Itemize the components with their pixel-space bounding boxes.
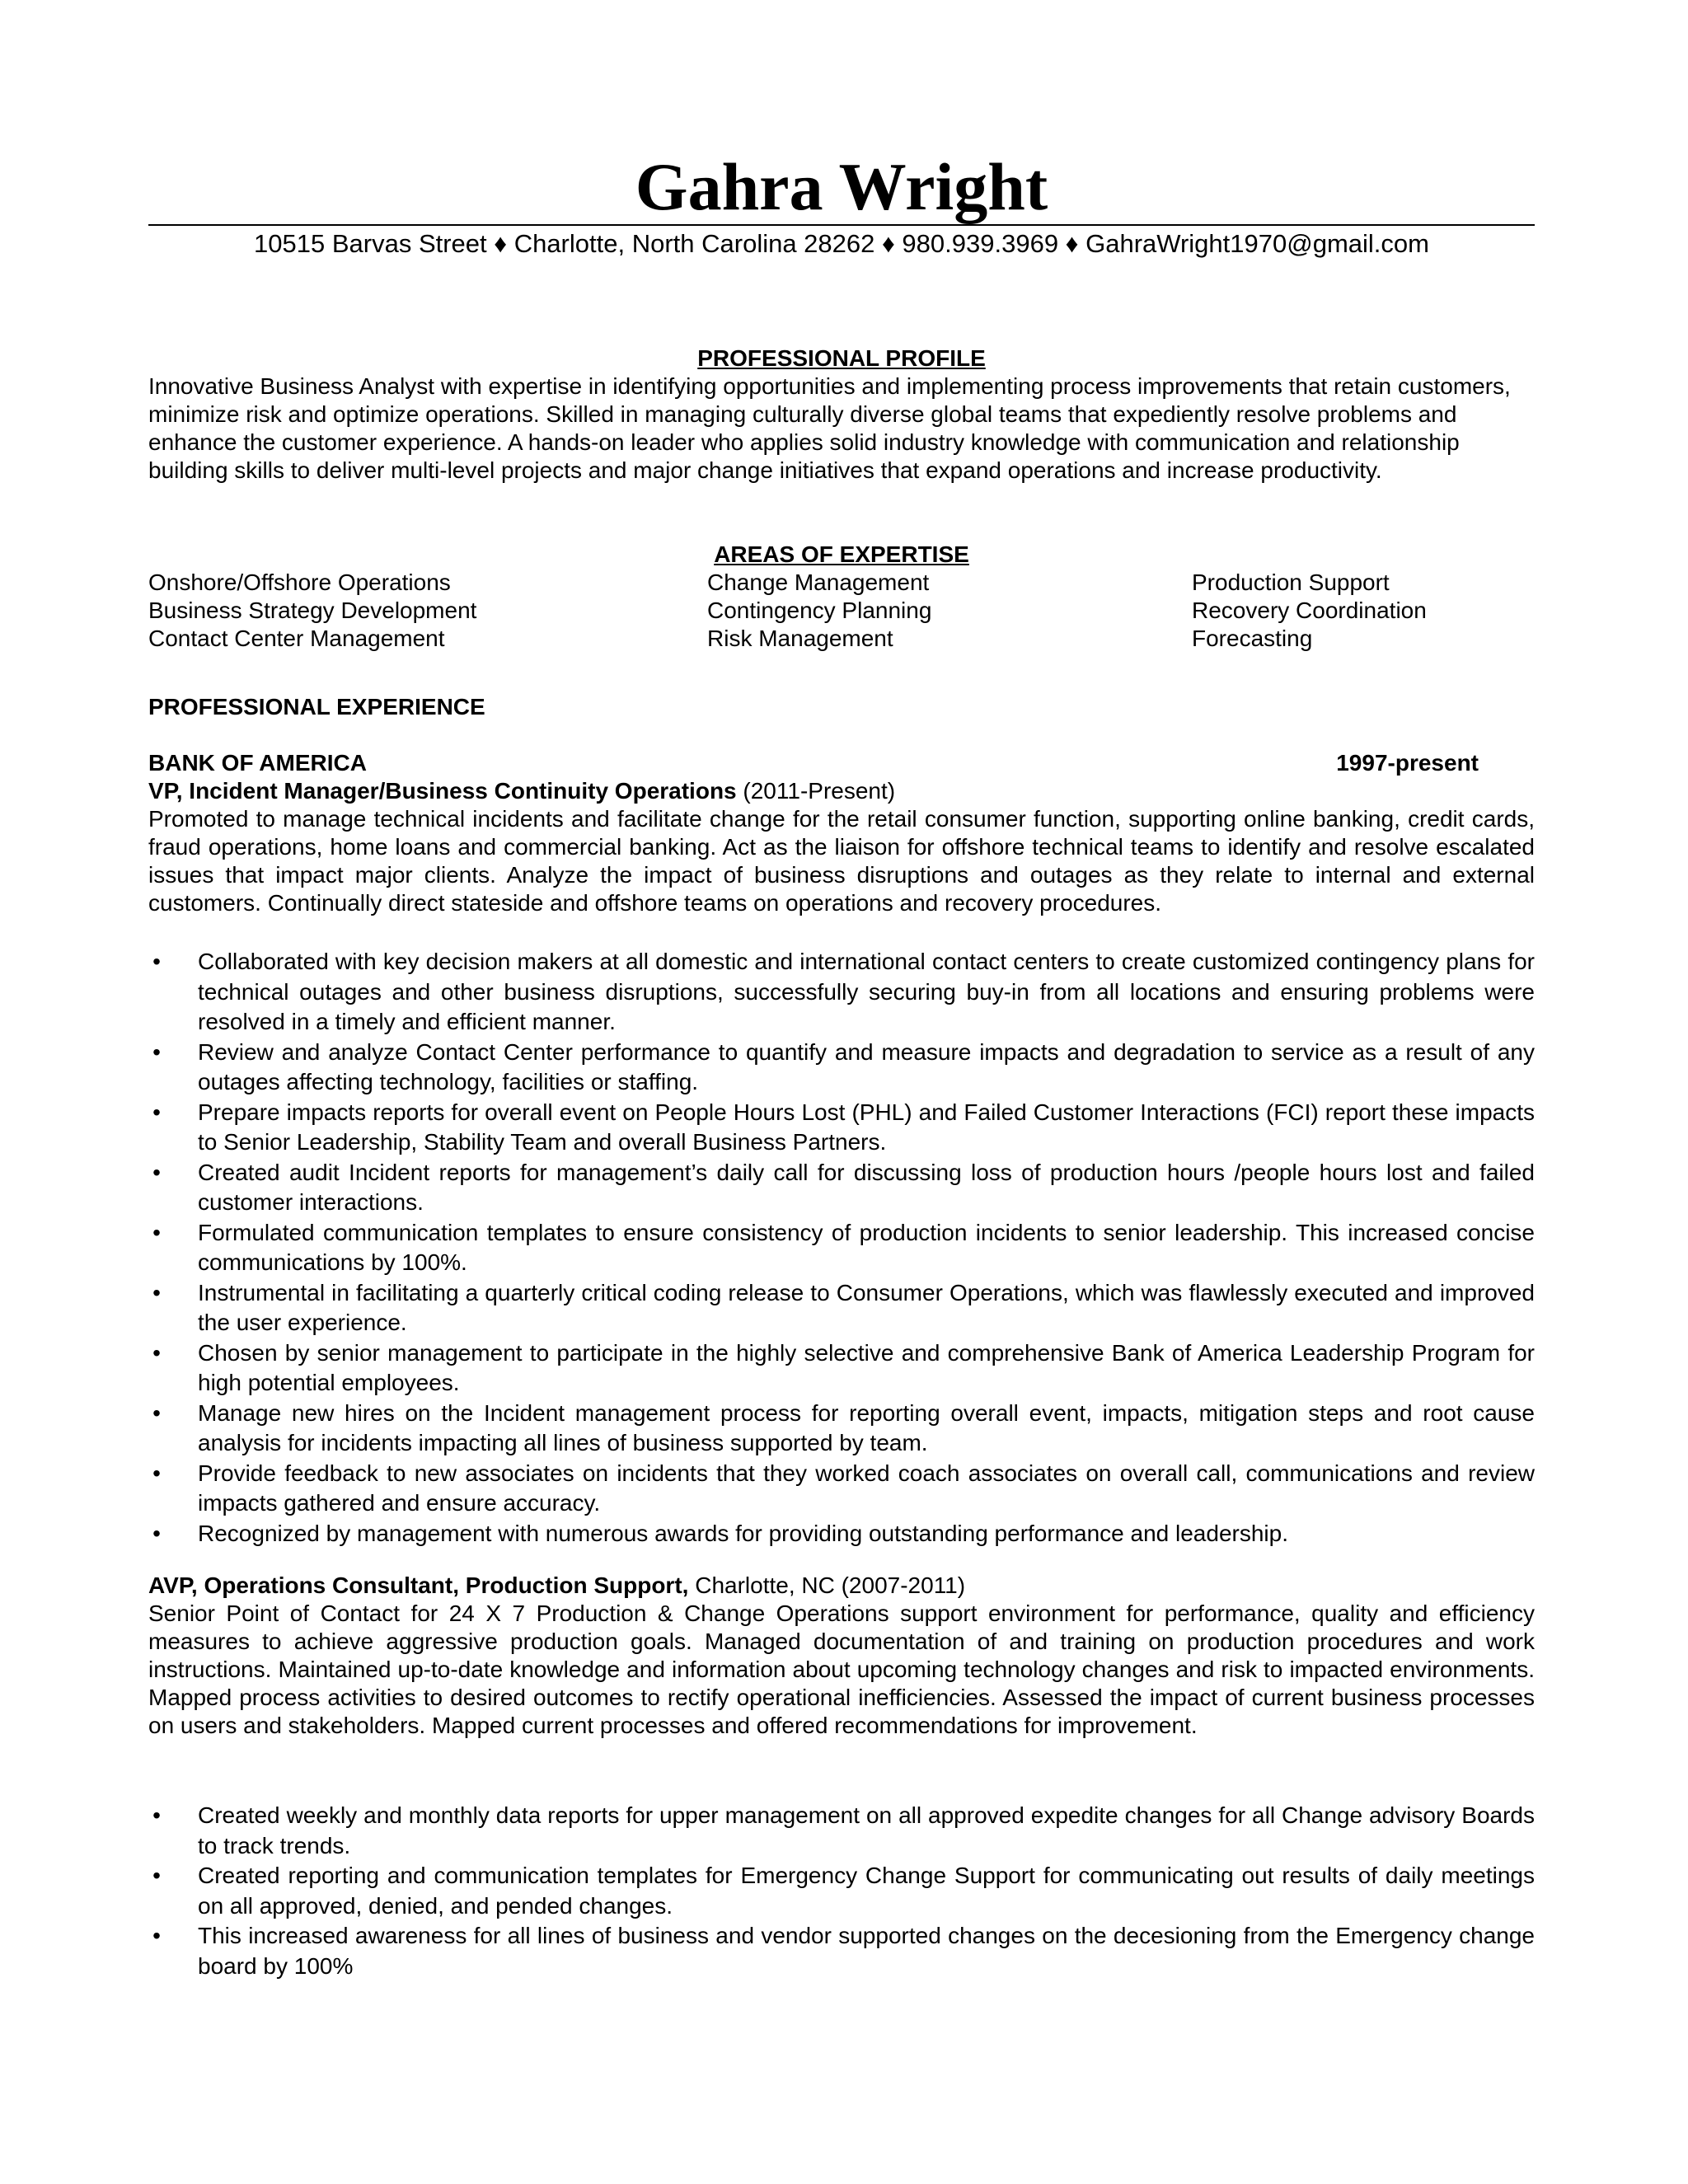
expertise-item: Production Support (1192, 569, 1390, 595)
bullet-text: Collaborated with key decision makers at all domestic and international contact centers to create customized contingency plans for technical outages and other business disruptions, successfully securing buy-in from all locations and ensuring problems were resolved in a timely and efficient manner. (198, 949, 1535, 1034)
candidate-name: Gahra Wright (635, 149, 1048, 224)
bullet-icon: • (152, 1038, 161, 1065)
list-item (148, 1801, 1535, 1861)
list-item (148, 1338, 1535, 1399)
bullet-text: Formulated communication templates to ensure consistency of production incidents to senior leadership. This increased concise communications by 100%. (198, 1219, 1535, 1275)
bullet-icon: • (152, 1279, 161, 1305)
bullet-icon: • (152, 1863, 161, 1888)
role-2-bullets (148, 1801, 1535, 1981)
bullet-icon: • (152, 1339, 161, 1366)
role-1-bullets (148, 947, 1535, 1549)
bullet-text: Created weekly and monthly data reports for upper management on all approved expedite changes for all Change advisory Boards to track trends. (198, 1802, 1535, 1858)
expertise-heading: AREAS OF EXPERTISE (714, 541, 969, 567)
expertise-item: Business Strategy Development (148, 598, 477, 623)
expertise-item: Recovery Coordination (1192, 598, 1427, 623)
bullet-text: Provide feedback to new associates on incidents that they worked coach associates on overall call, communications and review impacts gathered and ensure accuracy. (198, 1460, 1535, 1516)
bullet-icon: • (152, 1399, 161, 1426)
list-item (148, 1861, 1535, 1921)
bullet-icon: • (152, 1923, 161, 1948)
list-item (148, 947, 1535, 1038)
resume-page (148, 0, 1535, 2184)
profile-section (148, 344, 1535, 485)
bullet-icon: • (152, 949, 161, 974)
bullet-text: Review and analyze Contact Center performance to quantify and measure impacts and degradation to service as a result of any outages affecting technology, facilities or staffing. (198, 1038, 1535, 1094)
bullet-icon: • (152, 1159, 161, 1185)
bullet-text: Prepare impacts reports for overall event on People Hours Lost (PHL) and Failed Customer Interactions (FCI) report these impacts to Senior Leadership, Stability Team and overall Business Partners. (198, 1099, 1535, 1155)
expertise-column (1192, 569, 1535, 653)
bullet-text: This increased awareness for all lines of business and vendor supported changes on the decesioning from the Emergency change board by 100% (198, 1923, 1535, 1979)
list-item (148, 1038, 1535, 1098)
expertise-columns (148, 569, 1535, 653)
expertise-item: Contingency Planning (707, 598, 932, 623)
experience-heading: PROFESSIONAL EXPERIENCE (148, 694, 485, 719)
bullet-text: Manage new hires on the Incident management process for reporting overall event, impacts, mitigation steps and root cause analysis for incidents impacting all lines of business supported by team. (198, 1399, 1535, 1455)
role-detail: Charlotte, NC (2007-2011) (688, 1572, 966, 1598)
bullet-text: Created reporting and communication templates for Emergency Change Support for communicating out results of daily meetings on all approved, denied, and pended changes. (198, 1863, 1535, 1919)
role-section-2 (148, 1572, 1535, 1740)
company-row (148, 749, 1535, 777)
list-item (148, 1459, 1535, 1519)
expertise-column (148, 569, 707, 653)
role-title-line (148, 777, 1535, 805)
bullet-text: Recognized by management with numerous awards for providing outstanding performance and leadership. (198, 1520, 1288, 1546)
expertise-column (707, 569, 1192, 653)
role-summary: Promoted to manage technical incidents and facilitate change for the retail consumer function, supporting online banking, credit cards, fraud operations, home loans and commercial banking. Act as the liaison for offshore technical teams to identify and resolve escalated issues that impact major clients. Analyze the impact of business disruptions and outages as they relate to internal and external customers. Continually direct stateside and offshore teams on operations and recovery procedures. (148, 806, 1535, 916)
role-section-1 (148, 749, 1535, 917)
header-divider (148, 224, 1535, 226)
expertise-item: Change Management (707, 569, 930, 595)
profile-text: Innovative Business Analyst with expertise in identifying opportunities and implementing process improvements that retain customers, minimize risk and optimize operations. Skilled in managing culturally diverse global teams that expediently resolve problems and enhance the customer experience. A hands-on leader who applies solid industry knowledge with communication and relationship building skills to deliver multi-level projects and major change initiatives that expand operations and increase productivity. (148, 373, 1511, 483)
bullet-icon: • (152, 1520, 161, 1546)
list-item (148, 1519, 1535, 1549)
bullet-text: Chosen by senior management to participate in the highly selective and comprehensive Bank of America Leadership Program for high potential employees. (198, 1339, 1535, 1395)
expertise-item: Onshore/Offshore Operations (148, 569, 451, 595)
expertise-item: Contact Center Management (148, 626, 445, 651)
bullet-icon: • (152, 1099, 161, 1125)
list-item (148, 1218, 1535, 1278)
expertise-item: Risk Management (707, 626, 893, 651)
bullet-icon: • (152, 1460, 161, 1486)
list-item (148, 1278, 1535, 1338)
company-dates: 1997-present (1336, 750, 1479, 776)
list-item (148, 1158, 1535, 1218)
bullet-icon: • (152, 1802, 161, 1828)
profile-heading: PROFESSIONAL PROFILE (697, 345, 986, 371)
list-item (148, 1921, 1535, 1981)
list-item (148, 1098, 1535, 1158)
contact-line: 10515 Barvas Street ♦ Charlotte, North Carolina 28262 ♦ 980.939.3969 ♦ GahraWright1970@gmail.com (254, 229, 1429, 258)
expertise-section (148, 541, 1535, 653)
bullet-text: Created audit Incident reports for management’s daily call for discussing loss of production hours /people hours lost and failed customer interactions. (198, 1159, 1535, 1215)
list-item (148, 1399, 1535, 1459)
bullet-text: Instrumental in facilitating a quarterly critical coding release to Consumer Operations, which was flawlessly executed and improved the user experience. (198, 1279, 1535, 1335)
company-name: BANK OF AMERICA (148, 750, 367, 776)
role-title: VP, Incident Manager/Business Continuity Operations (148, 778, 737, 804)
role-title: AVP, Operations Consultant, Production Support, (148, 1572, 689, 1598)
role-summary: Senior Point of Contact for 24 X 7 Production & Change Operations support environment for performance, quality and efficiency measures to achieve aggressive production goals. Managed documentation of and training on production procedures and work instructions. Maintained up-to-date knowledge and information about upcoming technology changes and risk to impacted environments. Mapped process activities to desired outcomes to rectify operational inefficiencies. Assessed the impact of current business processes on users and stakeholders. Mapped current processes and offered recommendations for improvement. (148, 1601, 1535, 1738)
role-title-line (148, 1572, 1535, 1600)
expertise-item: Forecasting (1192, 626, 1313, 651)
role-detail: (2011-Present) (736, 778, 896, 804)
bullet-icon: • (152, 1219, 161, 1245)
